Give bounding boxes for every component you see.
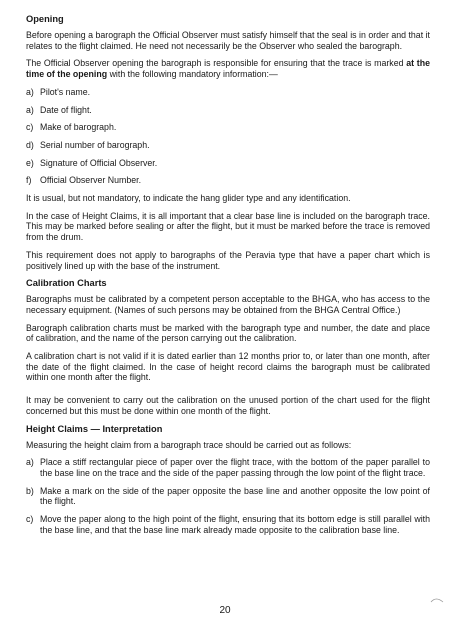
step-text: Move the paper along to the high point of the flight, ensuring that its bottom edge is still parallel with the base line, and that the base line mark already made opposite to the calibration base line.	[40, 514, 430, 535]
item-label: d)	[26, 139, 34, 150]
calibration-paragraph-4: It may be convenient to carry out the calibration on the unused portion of the chart used for the flight concerned but this must be done within one month of the flight.	[26, 395, 430, 416]
calibration-paragraph-3: A calibration chart is not valid if it is dated earlier than 12 months prior to, or later than one month, after the date of the flight claimed. In the case of height record claims the barograph must be calibrated within one month after the flight.	[26, 351, 430, 383]
mandatory-item	[26, 87, 430, 98]
calibration-paragraph-2: Barograph calibration charts must be marked with the barograph type and number, the date and place of calibration, and the name of the person carrying out the calibration.	[26, 322, 430, 344]
opening-p2-text-post: with the following mandatory information:—	[107, 69, 278, 80]
item-text: Official Observer Number.	[40, 175, 142, 186]
opening-heading: Opening	[26, 14, 64, 24]
item-label: a)	[26, 86, 34, 97]
mandatory-item	[26, 158, 430, 169]
page-number: 20	[219, 605, 231, 616]
item-label: a)	[26, 104, 34, 115]
opening-p2-bold-text: at the time of the opening	[26, 58, 430, 80]
mandatory-item	[26, 140, 430, 151]
step-label: a)	[26, 457, 34, 468]
opening-paragraph-2	[26, 58, 430, 79]
mandatory-item	[26, 105, 430, 116]
opening-paragraph-3: It is usual, but not mandatory, to indicate the hang glider type and any identification.	[26, 193, 351, 204]
page-corner-mark	[430, 596, 444, 604]
item-text: Pilot's name.	[40, 86, 91, 97]
opening-p2-text-pre: The Official Observer opening the barograph is responsible for ensuring that the trace is marked	[26, 58, 407, 69]
step-label: c)	[26, 514, 34, 525]
opening-paragraph-1: Before opening a barograph the Official Observer must satisfy himself that the seal is in order and that it relates to the flight claimed. He need not necessarily be the Observer who sealed the barograph.	[26, 30, 430, 51]
calibration-heading: Calibration Charts	[26, 278, 107, 289]
item-text: Signature of Official Observer.	[40, 157, 158, 168]
item-label: c)	[26, 122, 34, 133]
calibration-paragraph-1: Barographs must be calibrated by a competent person acceptable to the BHGA, who has access to the necessary equipment. (Names of such persons may be obtained from the BHGA Central Office.)	[26, 294, 430, 315]
mandatory-item	[26, 122, 430, 133]
mandatory-item	[26, 175, 430, 186]
procedure-step	[26, 486, 430, 507]
item-label: e)	[26, 157, 34, 168]
step-text: Make a mark on the side of the paper opposite the base line and another opposite the low point of the flight.	[40, 485, 430, 507]
item-text: Date of flight.	[40, 104, 92, 115]
height-claims-heading: Height Claims — Interpretation	[26, 423, 163, 434]
procedure-step	[26, 457, 430, 478]
item-label: f)	[26, 175, 32, 186]
item-text: Make of barograph.	[40, 122, 117, 133]
height-claims-paragraph-1: Measuring the height claim from a barograph trace should be carried out as follows:	[26, 439, 352, 450]
step-text: Place a stiff rectangular piece of paper over the flight trace, with the bottom of the paper parallel to the base line on the trace and the side of the paper passing through the low point of the flight trace.	[40, 457, 430, 478]
item-text: Serial number of barograph.	[40, 139, 150, 150]
opening-paragraph-5: This requirement does not apply to barographs of the Peravia type that have a paper chart which is positively lined up with the base of the instrument.	[26, 249, 430, 271]
procedure-step	[26, 514, 430, 535]
step-label: b)	[26, 485, 34, 496]
document-page	[26, 14, 430, 543]
opening-paragraph-4: In the case of Height Claims, it is all important that a clear base line is included on the barograph trace. This may be marked before sealing or after the flight, but it must be marked before the trace is removed from the drum.	[26, 210, 430, 243]
